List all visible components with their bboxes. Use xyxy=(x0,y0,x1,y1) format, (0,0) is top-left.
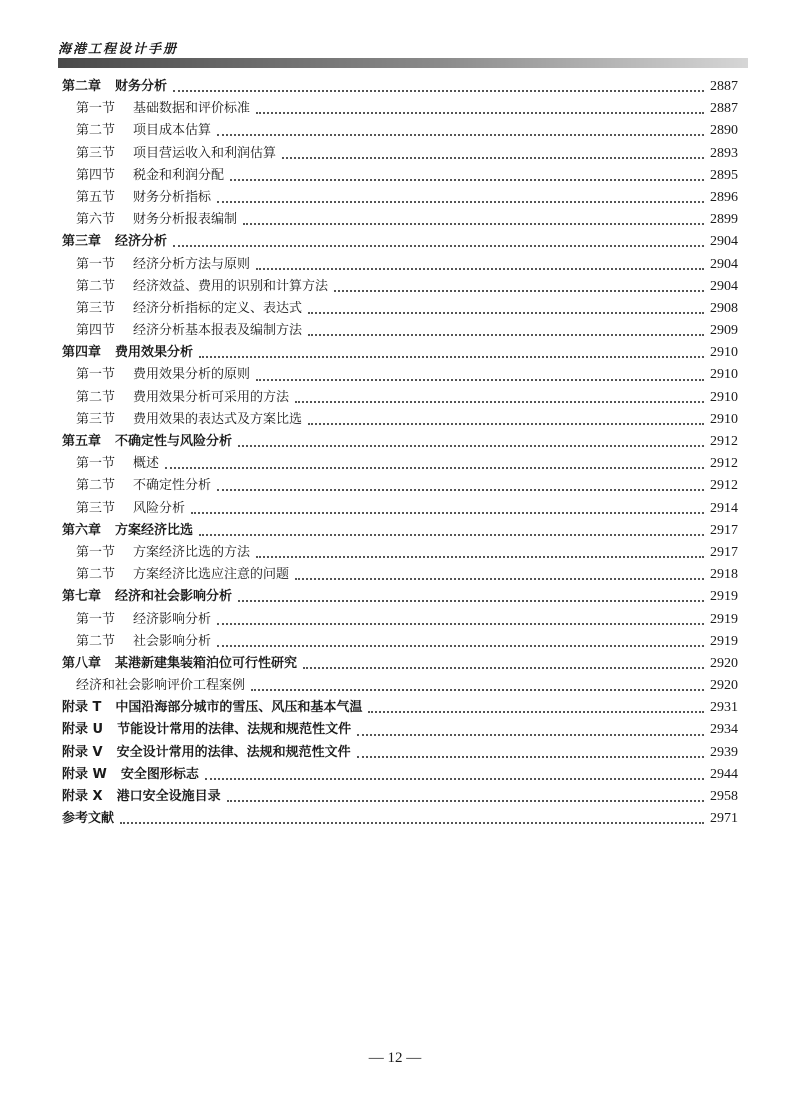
toc-entry-label: 第五章 xyxy=(62,434,102,449)
dot-leader xyxy=(120,822,704,824)
toc-entry-label: 第三节 xyxy=(76,300,116,316)
toc-entry-title: 方案经济比选 xyxy=(115,522,194,538)
toc-section-row xyxy=(62,364,738,386)
toc-chapter-row xyxy=(62,786,738,808)
toc-entry-title: 经济分析指标的定义、表达式 xyxy=(133,300,303,316)
toc-entry-label: 第三章 xyxy=(62,234,102,250)
toc-page-number: 2920 xyxy=(710,678,738,694)
toc-entry-label: 第六节 xyxy=(76,212,116,228)
toc-entry-label: 第一节 xyxy=(76,544,116,560)
toc-entry-title: 财务分析指标 xyxy=(133,189,212,205)
toc-entry-title: 参考文献 xyxy=(62,811,115,827)
dot-leader xyxy=(295,401,704,403)
toc-entry-label: 第三节 xyxy=(76,411,116,427)
toc-page-number: 2908 xyxy=(710,300,738,316)
toc-entry-label: 第五节 xyxy=(76,189,116,205)
toc-entry-title: 不确定性分析 xyxy=(133,478,212,494)
toc-entry-title: 经济分析基本报表及编制方法 xyxy=(133,323,303,339)
toc-page-number: 2939 xyxy=(710,744,738,760)
toc-section-row xyxy=(62,675,738,697)
toc-entry-label: 第一节 xyxy=(76,367,116,383)
toc-entry-title: 基础数据和评价标准 xyxy=(133,101,251,117)
dot-leader xyxy=(238,445,704,447)
dot-leader xyxy=(238,600,704,602)
dot-leader xyxy=(357,734,704,736)
toc-section-row xyxy=(62,475,738,497)
toc-page-number: 2919 xyxy=(710,589,738,605)
toc-chapter-row xyxy=(62,742,738,764)
toc-entry-label: 第一节 xyxy=(76,611,116,627)
dot-leader xyxy=(217,645,704,647)
toc-entry-title: 中国沿海部分城市的雪压、风压和基本气温 xyxy=(115,700,363,716)
dot-leader xyxy=(357,756,704,758)
toc-page-number: 2887 xyxy=(710,101,738,117)
toc-chapter-row xyxy=(62,764,738,786)
toc-page-number: 2958 xyxy=(710,789,738,804)
toc-chapter-row xyxy=(62,231,738,253)
toc-page-number: 2912 xyxy=(710,434,738,449)
toc-page-number: 2910 xyxy=(710,389,738,405)
toc-section-row xyxy=(62,320,738,342)
toc-section-row xyxy=(62,609,738,631)
dot-leader xyxy=(217,489,704,491)
toc-page-number: 2890 xyxy=(710,123,738,139)
toc-chapter-row xyxy=(62,697,738,719)
toc-section-row xyxy=(62,98,738,120)
toc-chapter-row xyxy=(62,719,738,741)
toc-page-number: 2904 xyxy=(710,234,738,250)
toc-page-number: 2910 xyxy=(710,367,738,383)
dot-leader xyxy=(243,223,704,225)
toc-section-row xyxy=(62,120,738,142)
toc-section-row xyxy=(62,453,738,475)
dot-leader xyxy=(256,379,704,381)
dot-leader xyxy=(368,711,704,713)
dot-leader xyxy=(295,578,704,580)
toc-entry-label: 第二节 xyxy=(76,633,116,649)
dot-leader xyxy=(230,179,704,181)
toc-entry-title: 财务分析报表编制 xyxy=(133,212,238,228)
toc-page-number: 2904 xyxy=(710,256,738,272)
toc-page-number: 2896 xyxy=(710,189,738,205)
toc-chapter-row xyxy=(62,342,738,364)
dot-leader xyxy=(217,134,704,136)
dot-leader xyxy=(199,356,704,358)
dot-leader xyxy=(217,623,704,625)
toc-section-row xyxy=(62,165,738,187)
toc-entry-label: 第三节 xyxy=(76,500,116,516)
toc-entry-label: 第四节 xyxy=(76,323,116,339)
dot-leader xyxy=(165,467,704,469)
toc-entry-label: 附录 W xyxy=(62,766,107,782)
toc-entry-title: 安全图形标志 xyxy=(120,766,199,782)
toc-section-row xyxy=(62,254,738,276)
toc-entry-label: 附录 T xyxy=(62,700,102,716)
toc-entry-label: 第二节 xyxy=(76,478,116,494)
toc-page-number: 2909 xyxy=(710,323,738,339)
toc-entry-label: 第六章 xyxy=(62,522,102,538)
toc-page-number: 2893 xyxy=(710,145,738,161)
toc-entry-title: 概述 xyxy=(133,456,160,472)
toc-entry-label: 第四章 xyxy=(62,345,102,361)
toc-chapter-row xyxy=(62,808,738,830)
toc-section-row xyxy=(62,564,738,586)
toc-page-number: 2944 xyxy=(710,766,738,782)
toc-entry-title: 方案经济比选的方法 xyxy=(133,544,251,560)
dot-leader xyxy=(308,312,704,314)
toc-entry-title: 费用效果分析 xyxy=(115,345,194,361)
dot-leader xyxy=(303,667,704,669)
toc-section-row xyxy=(62,187,738,209)
toc-section-row xyxy=(62,276,738,298)
toc-entry-title: 经济分析方法与原则 xyxy=(133,256,251,272)
toc-entry-title: 经济效益、费用的识别和计算方法 xyxy=(133,278,329,294)
toc-chapter-row xyxy=(62,653,738,675)
toc-entry-title: 风险分析 xyxy=(133,500,186,516)
toc-section-row xyxy=(62,298,738,320)
toc-entry-label: 第一节 xyxy=(76,456,116,472)
toc-entry-title: 经济分析 xyxy=(115,234,168,250)
toc-page-number: 2910 xyxy=(710,345,738,361)
toc-entry-label: 第二节 xyxy=(76,567,116,583)
toc-entry-title: 某港新建集装箱泊位可行性研究 xyxy=(115,655,298,671)
toc-entry-title: 方案经济比选应注意的问题 xyxy=(133,567,290,583)
toc-entry-title: 经济和社会影响分析 xyxy=(115,589,233,605)
toc-entry-label: 第二节 xyxy=(76,278,116,294)
dot-leader xyxy=(217,201,704,203)
toc-entry-label: 第八章 xyxy=(62,655,102,671)
toc-page-number: 2912 xyxy=(710,478,738,494)
toc-entry-title: 税金和利润分配 xyxy=(133,167,225,183)
toc-entry-title: 不确定性与风险分析 xyxy=(115,434,233,449)
toc-section-row xyxy=(62,209,738,231)
toc-page-number: 2895 xyxy=(710,167,738,183)
dot-leader xyxy=(308,334,704,336)
toc-section-row xyxy=(62,387,738,409)
toc-section-row xyxy=(62,542,738,564)
toc-page-number: 2931 xyxy=(710,700,738,716)
toc-page-number: 2910 xyxy=(710,411,738,427)
toc-section-row xyxy=(62,498,738,520)
toc-entry-label: 附录 V xyxy=(62,744,103,760)
toc-entry-title: 项目成本估算 xyxy=(133,123,212,139)
toc-page-number: 2914 xyxy=(710,500,738,516)
dot-leader xyxy=(199,534,704,536)
toc-section-row xyxy=(62,409,738,431)
toc-page-number: 2887 xyxy=(710,79,738,94)
toc-page-number: 2919 xyxy=(710,633,738,649)
toc-entry-label: 第一节 xyxy=(76,256,116,272)
toc-entry-title: 港口安全设施目录 xyxy=(116,789,221,804)
toc-page-number: 2899 xyxy=(710,212,738,228)
dot-leader xyxy=(256,268,704,270)
toc-entry-label: 附录 X xyxy=(62,789,103,804)
dot-leader xyxy=(227,800,704,802)
toc-chapter-row xyxy=(62,431,738,453)
dot-leader xyxy=(173,245,704,247)
dot-leader xyxy=(251,689,704,691)
running-title: 海港工程设计手册 xyxy=(58,42,179,57)
toc-entry-label: 第四节 xyxy=(76,167,116,183)
toc-entry-title: 费用效果分析可采用的方法 xyxy=(133,389,290,405)
dot-leader xyxy=(256,112,704,114)
toc-entry-title: 财务分析 xyxy=(115,79,168,94)
toc-page-number: 2920 xyxy=(710,655,738,671)
toc-entry-label: 第三节 xyxy=(76,145,116,161)
toc-entry-title: 经济和社会影响评价工程案例 xyxy=(76,678,246,694)
toc-chapter-row xyxy=(62,586,738,608)
toc-page-number: 2919 xyxy=(710,611,738,627)
toc-entry-title: 项目营运收入和利润估算 xyxy=(133,145,277,161)
toc-entry-title: 经济影响分析 xyxy=(133,611,212,627)
toc-entry-title: 社会影响分析 xyxy=(133,633,212,649)
dot-leader xyxy=(173,90,704,92)
toc-chapter-row xyxy=(62,520,738,542)
toc-entry-title: 费用效果的表达式及方案比选 xyxy=(133,411,303,427)
toc-section-row xyxy=(62,631,738,653)
page-number: — 12 — xyxy=(368,1050,422,1066)
toc-entry-label: 第二节 xyxy=(76,123,116,139)
toc-page-number: 2934 xyxy=(710,722,738,738)
toc-page-number: 2971 xyxy=(710,811,738,827)
header-rule xyxy=(58,58,748,68)
toc-entry-title: 节能设计常用的法律、法规和规范性文件 xyxy=(117,722,352,738)
toc-entry-label: 第一节 xyxy=(76,101,116,117)
dot-leader xyxy=(256,556,704,558)
toc-page-number: 2904 xyxy=(710,278,738,294)
dot-leader xyxy=(308,423,704,425)
toc-entry-label: 第二节 xyxy=(76,389,116,405)
toc-page-number: 2917 xyxy=(710,544,738,560)
toc-section-row xyxy=(62,143,738,165)
dot-leader xyxy=(205,778,704,780)
toc-chapter-row xyxy=(62,76,738,98)
table-of-contents xyxy=(62,76,738,830)
toc-entry-label: 附录 U xyxy=(62,722,104,738)
dot-leader xyxy=(191,512,704,514)
toc-entry-label: 第二章 xyxy=(62,79,102,94)
dot-leader xyxy=(334,290,704,292)
toc-page-number: 2918 xyxy=(710,567,738,583)
toc-entry-title: 安全设计常用的法律、法规和规范性文件 xyxy=(116,744,351,760)
dot-leader xyxy=(282,157,704,159)
toc-entry-label: 第七章 xyxy=(62,589,102,605)
toc-page-number: 2917 xyxy=(710,522,738,538)
toc-page-number: 2912 xyxy=(710,456,738,472)
toc-entry-title: 费用效果分析的原则 xyxy=(133,367,251,383)
